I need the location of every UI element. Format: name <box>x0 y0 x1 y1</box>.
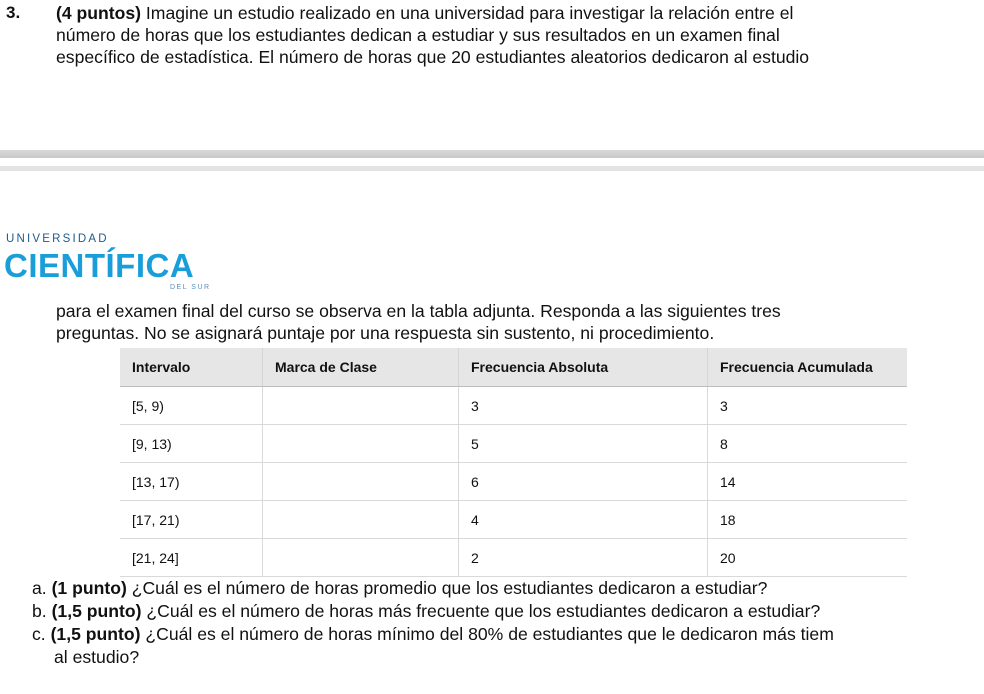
cell-marca <box>263 387 459 425</box>
subquestion-c-continuation: al estudio? <box>54 647 140 667</box>
cell-absoluta: 4 <box>459 501 708 539</box>
cell-absoluta: 5 <box>459 425 708 463</box>
question-number: 3. <box>6 3 21 22</box>
header-frecuencia-acumulada: Frecuencia Acumulada <box>708 348 908 387</box>
cell-marca <box>263 501 459 539</box>
cell-absoluta: 3 <box>459 387 708 425</box>
subquestion-points: (1,5 punto) <box>50 624 141 644</box>
frequency-table <box>120 348 907 577</box>
cell-acumulada: 20 <box>708 539 908 577</box>
page-break-divider <box>0 150 984 158</box>
table-row <box>120 463 907 501</box>
header-marca-clase: Marca de Clase <box>263 348 459 387</box>
cell-intervalo: [13, 17) <box>120 463 263 501</box>
table-row <box>120 539 907 577</box>
cell-marca <box>263 463 459 501</box>
page-break-divider-secondary <box>0 166 984 171</box>
question-line-2: número de horas que los estudiantes dedican a estudiar y sus resultados en un examen final <box>56 25 780 45</box>
cell-acumulada: 3 <box>708 387 908 425</box>
continuation-line-1: para el examen final del curso se observa en la tabla adjunta. Responda a las siguientes tres <box>56 301 781 321</box>
cell-marca <box>263 425 459 463</box>
cell-intervalo: [5, 9) <box>120 387 263 425</box>
table-row <box>120 501 907 539</box>
header-intervalo: Intervalo <box>120 348 263 387</box>
table-row <box>120 425 907 463</box>
subquestion-a <box>32 577 984 600</box>
subquestion-text: ¿Cuál es el número de horas promedio que los estudiantes dedicaron a estudiar? <box>131 578 768 598</box>
cell-marca <box>263 539 459 577</box>
continuation-line-2: preguntas. No se asignará puntaje por una respuesta sin sustento, ni procedimiento. <box>56 323 715 343</box>
logo-university-label: UNIVERSIDAD <box>6 233 109 245</box>
question-intro <box>56 2 980 68</box>
subquestion-points: (1 punto) <box>51 578 127 598</box>
subquestion-b <box>32 600 984 623</box>
question-points: (4 puntos) <box>56 3 142 23</box>
cell-intervalo: [21, 24] <box>120 539 263 577</box>
logo-main-text: CIENTÍFICA <box>4 247 195 284</box>
subquestion-letter: a. <box>32 578 47 598</box>
subquestions-list <box>32 577 984 669</box>
cell-absoluta: 6 <box>459 463 708 501</box>
subquestion-c <box>32 623 984 646</box>
cell-intervalo: [9, 13) <box>120 425 263 463</box>
subquestion-letter: c. <box>32 624 46 644</box>
subquestion-letter: b. <box>32 601 47 621</box>
cell-intervalo: [17, 21) <box>120 501 263 539</box>
question-line-1-text: Imagine un estudio realizado en una universidad para investigar la relación entre el <box>145 3 794 23</box>
question-continuation <box>56 300 984 344</box>
question-line-3: específico de estadística. El número de horas que 20 estudiantes aleatorios dedicaron al estudio <box>56 47 810 67</box>
question-line-1 <box>56 2 980 24</box>
header-frecuencia-absoluta: Frecuencia Absoluta <box>459 348 708 387</box>
logo-sub-label: DEL SUR <box>170 284 211 291</box>
table-row <box>120 387 907 425</box>
subquestion-text: ¿Cuál es el número de horas mínimo del 80% de estudiantes que le dedicaron más tiem <box>145 624 834 644</box>
cell-absoluta: 2 <box>459 539 708 577</box>
cell-acumulada: 18 <box>708 501 908 539</box>
cell-acumulada: 8 <box>708 425 908 463</box>
subquestion-points: (1,5 punto) <box>51 601 142 621</box>
subquestion-text: ¿Cuál es el número de horas más frecuente que los estudiantes dedicaron a estudiar? <box>146 601 821 621</box>
cell-acumulada: 14 <box>708 463 908 501</box>
table-header-row <box>120 348 907 387</box>
